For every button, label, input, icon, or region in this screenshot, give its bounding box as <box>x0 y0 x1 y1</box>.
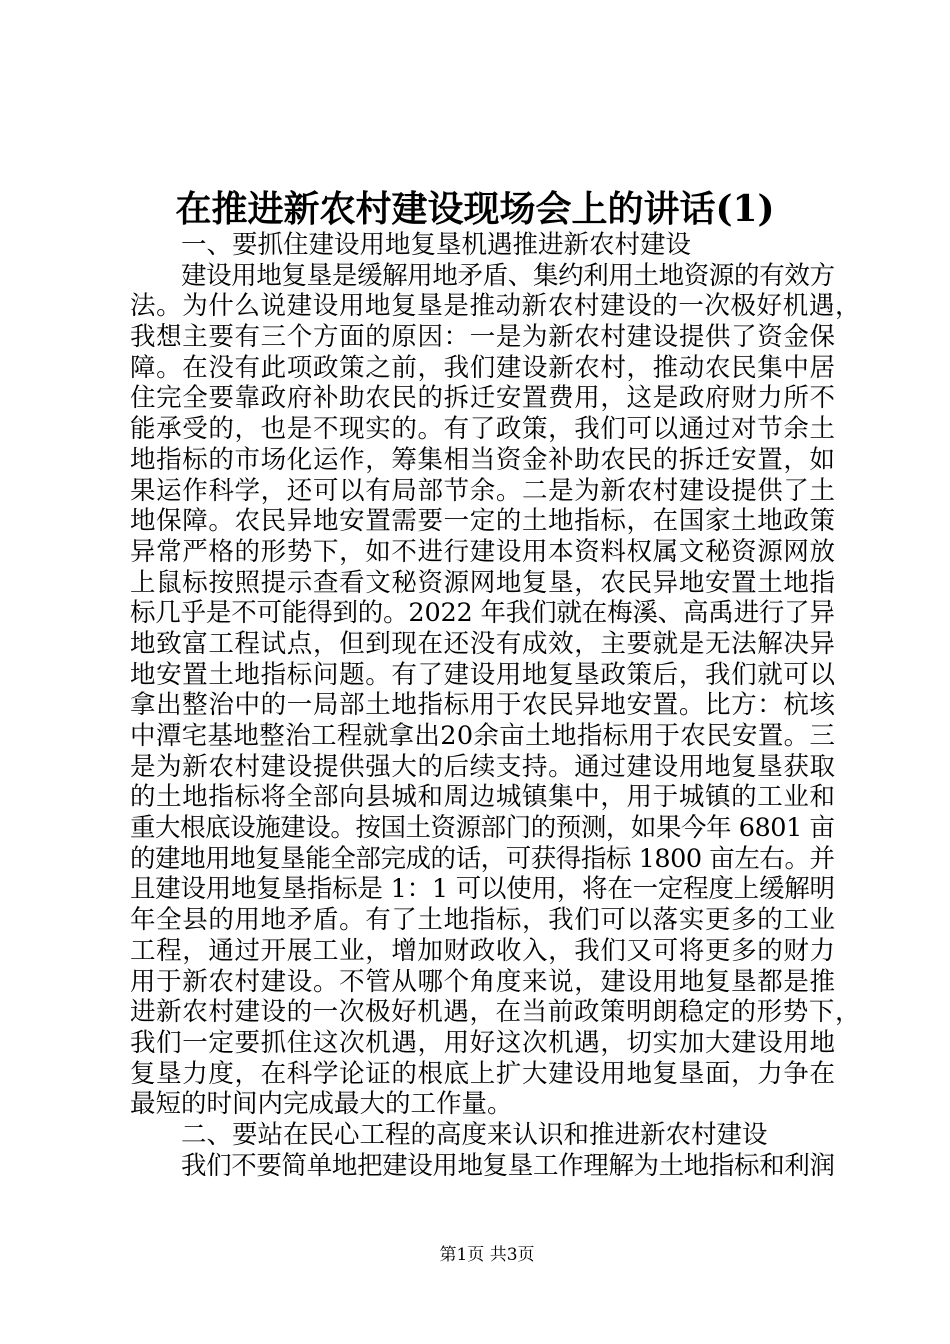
paragraph-line: 进新农村建设的一次极好机遇，在当前政策明朗稳定的形势下， <box>130 997 862 1028</box>
paragraph-line: 且建设用地复垦指标是 1：1 可以使用，将在一定程度上缓解明 <box>130 874 835 905</box>
paragraph-line: 用于新农村建设。不管从哪个角度来说，建设用地复垦都是推 <box>130 966 836 997</box>
paragraph-line: 的土地指标将全部向县城和周边城镇集中，用于城镇的工业和 <box>130 782 836 813</box>
page-footer <box>24 1243 950 1267</box>
paragraph-line: 的建地用地复垦能全部完成的话，可获得指标 1800 亩左右。并 <box>130 843 835 874</box>
paragraph-line: 障。在没有此项政策之前，我们建设新农村，推动农民集中居 <box>130 352 836 383</box>
paragraph-line: 中潭宅基地整治工程就拿出20余亩土地指标用于农民安置。三 <box>130 721 836 751</box>
document-body <box>130 230 862 1181</box>
paragraph-line: 拿出整治中的一局部土地指标用于农民异地安置。比方：杭垓 <box>130 690 836 721</box>
paragraph-line: 是为新农村建设提供强大的后续支持。通过建设用地复垦获取 <box>130 751 836 782</box>
paragraph-line: 法。为什么说建设用地复垦是推动新农村建设的一次极好机遇， <box>130 291 862 322</box>
paragraph-line: 异常严格的形势下，如不进行建设用本资料权属文秘资源网放 <box>130 536 836 567</box>
paragraph-line: 标几乎是不可能得到的。2022 年我们就在梅溪、高禹进行了异 <box>130 598 835 629</box>
paragraph-line: 最短的时间内完成最大的工作量。 <box>130 1089 513 1120</box>
paragraph-line: 能承受的，也是不现实的。有了政策，我们可以通过对节余土 <box>130 414 836 445</box>
paragraph-line: 年全县的用地矛盾。有了土地指标，我们可以落实更多的工业 <box>130 905 836 936</box>
paragraph-line: 工程，通过开展工业，增加财政收入，我们又可将更多的财力 <box>130 935 836 966</box>
paragraph-line: 建设用地复垦是缓解用地矛盾、集约利用土地资源的有效方 <box>181 260 835 291</box>
paragraph-line: 地致富工程试点，但到现在还没有成效，主要就是无法解决异 <box>130 628 836 659</box>
paragraph-line: 我们一定要抓住这次机遇，用好这次机遇，切实加大建设用地 <box>130 1027 836 1058</box>
paragraph <box>130 260 862 1120</box>
section-heading: 一、要抓住建设用地复垦机遇推进新农村建设 <box>181 230 692 260</box>
document-title: 在推进新农村建设现场会上的讲话(1) <box>175 188 775 230</box>
paragraph-line: 果运作科学，还可以有局部节余。二是为新农村建设提供了土 <box>130 475 836 506</box>
paragraph-line: 地指标的市场化运作，筹集相当资金补助农民的拆迁安置，如 <box>130 444 836 475</box>
paragraph-line: 复垦力度，在科学论证的根底上扩大建设用地复垦面，力争在 <box>130 1058 836 1089</box>
paragraph-line: 地安置土地指标问题。有了建设用地复垦政策后，我们就可以 <box>130 659 836 690</box>
paragraph-line: 地保障。农民异地安置需要一定的土地指标，在国家土地政策 <box>130 506 836 537</box>
page-indicator: 第1页 共3页 <box>439 1245 535 1265</box>
paragraph-line: 上鼠标按照提示查看文秘资源网地复垦，农民异地安置土地指 <box>130 567 836 598</box>
paragraph-line: 住完全要靠政府补助农民的拆迁安置费用，这是政府财力所不 <box>130 383 836 414</box>
paragraph-line: 我们不要简单地把建设用地复垦工作理解为土地指标和利润 <box>181 1150 835 1181</box>
section-heading: 二、要站在民心工程的高度来认识和推进新农村建设 <box>181 1119 768 1150</box>
paragraph-line: 重大根底设施建设。按国土资源部门的预测，如果今年 6801 亩 <box>130 813 835 844</box>
section-1 <box>130 230 862 1120</box>
paragraph-line: 我想主要有三个方面的原因：一是为新农村建设提供了资金保 <box>130 322 836 353</box>
paragraph <box>130 1151 835 1182</box>
section-2 <box>130 1120 835 1181</box>
